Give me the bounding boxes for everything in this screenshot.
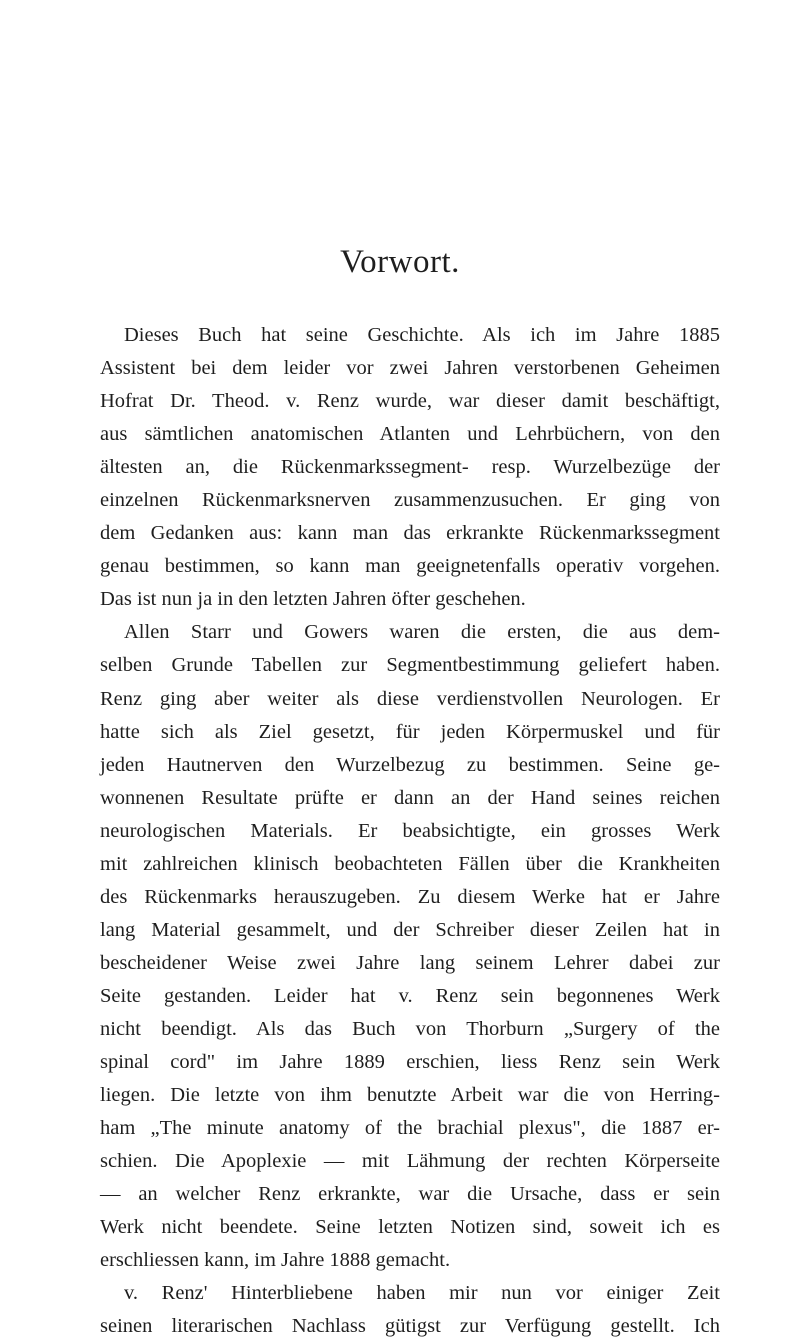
text-line: lang Material gesammelt, und der Schreiber dieser Zeilen hat in [100, 918, 720, 941]
text-line: Assistent bei dem leider vor zwei Jahren verstorbenen Geheimen [100, 357, 720, 380]
text-line: liegen. Die letzte von ihm benutzte Arbeit war die von Herring- [100, 1084, 720, 1107]
text-line: jeden Hautnerven den Wurzelbezug zu bestimmen. Seine ge- [100, 753, 720, 776]
foreword-text [100, 319, 720, 1343]
text-line: Renz ging aber weiter als diese verdienstvollen Neurologen. Er [100, 687, 720, 710]
text-line: des Rückenmarks herauszugeben. Zu diesem Werke hat er Jahre [100, 885, 720, 908]
text-line: mit zahlreichen klinisch beobachteten Fällen über die Krankheiten [100, 852, 720, 875]
text-line: wonnenen Resultate prüfte er dann an der Hand seines reichen [100, 786, 720, 809]
text-line: seinen literarischen Nachlass gütigst zur Verfügung gestellt. Ich [100, 1315, 720, 1338]
text-line: ham „The minute anatomy of the brachial plexus", die 1887 er- [100, 1117, 720, 1140]
text-line: Werk nicht beendete. Seine letzten Notizen sind, soweit ich es [100, 1216, 720, 1239]
text-line: neurologischen Materials. Er beabsichtigte, ein grosses Werk [100, 819, 720, 842]
text-line: Dieses Buch hat seine Geschichte. Als ich im Jahre 1885 [124, 324, 720, 346]
text-line: erschliessen kann, im Jahre 1888 gemacht. [100, 1249, 451, 1272]
text-line: einzelnen Rückenmarksnerven zusammenzusuchen. Er ging von [100, 489, 720, 512]
text-line: selben Grunde Tabellen zur Segmentbestimmung geliefert haben. [100, 654, 720, 677]
text-line: Hofrat Dr. Theod. v. Renz wurde, war dieser damit beschäftigt, [100, 390, 720, 413]
page-title: Vorwort. [340, 244, 460, 280]
text-line: hatte sich als Ziel gesetzt, für jeden Körpermuskel und für [100, 720, 720, 743]
text-line: spinal cord" im Jahre 1889 erschien, liess Renz sein Werk [100, 1051, 720, 1074]
text-line: Allen Starr und Gowers waren die ersten, die aus dem- [124, 621, 720, 644]
text-line: genau bestimmen, so kann man geeignetenfalls operativ vorgehen. [100, 555, 720, 578]
text-line: bescheidener Weise zwei Jahre lang seinem Lehrer dabei zur [100, 951, 720, 974]
text-line: dem Gedanken aus: kann man das erkrankte Rückenmarkssegment [100, 522, 720, 545]
text-line: Das ist nun ja in den letzten Jahren öfter geschehen. [100, 588, 526, 611]
text-line: — an welcher Renz erkrankte, war die Ursache, dass er sein [100, 1183, 720, 1206]
text-line: schien. Die Apoplexie — mit Lähmung der rechten Körperseite [100, 1150, 720, 1173]
text-line: v. Renz' Hinterbliebene haben mir nun vor einiger Zeit [124, 1282, 720, 1305]
text-line: nicht beendigt. Als das Buch von Thorburn „Surgery of the [100, 1017, 720, 1040]
text-line: aus sämtlichen anatomischen Atlanten und Lehrbüchern, von den [100, 423, 720, 446]
text-line: ältesten an, die Rückenmarkssegment- resp. Wurzelbezüge der [100, 456, 720, 479]
text-line: Seite gestanden. Leider hat v. Renz sein begonnenes Werk [100, 984, 720, 1007]
